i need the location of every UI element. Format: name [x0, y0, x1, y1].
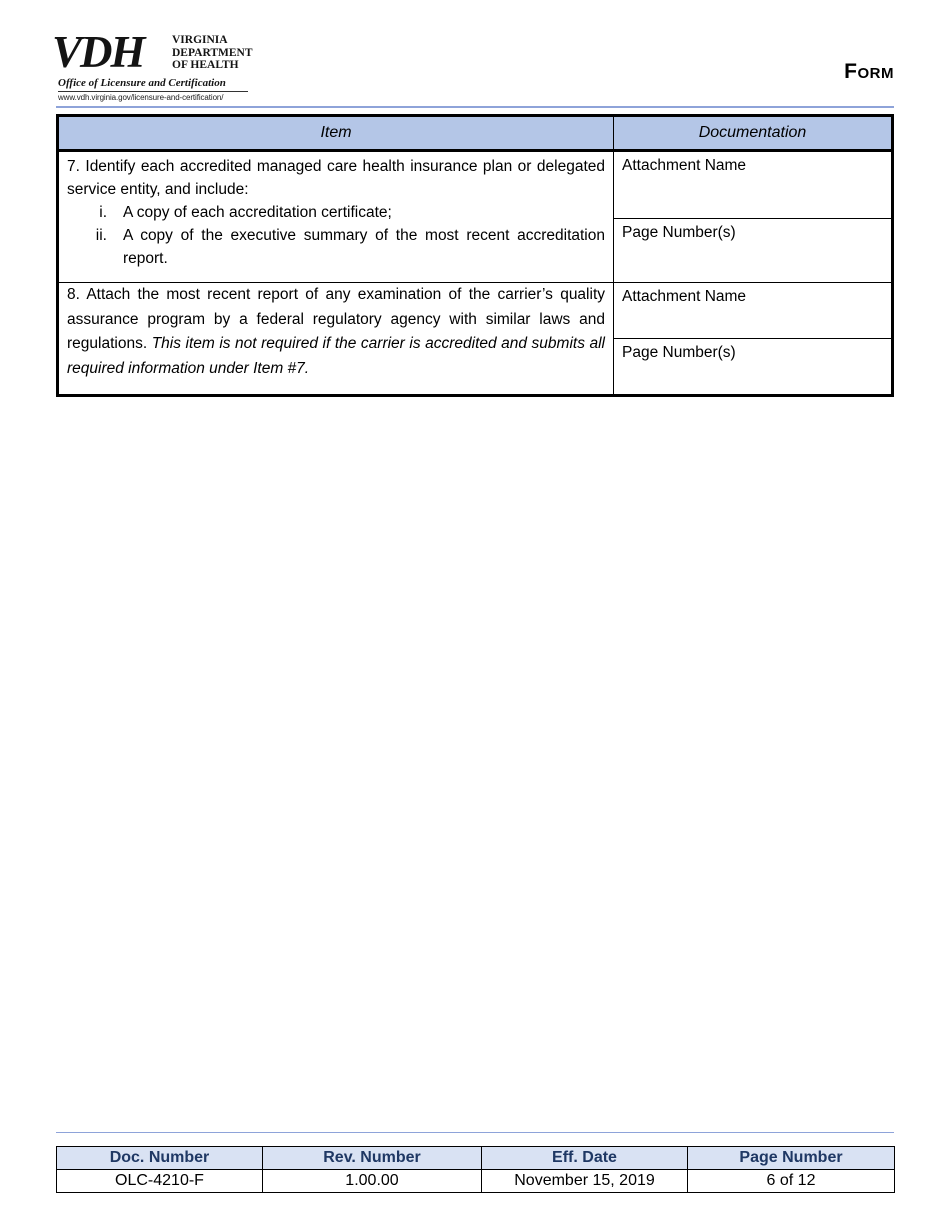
documentation-table	[56, 114, 894, 397]
item-8-page-numbers-field[interactable]: Page Number(s)	[622, 344, 736, 361]
logo-divider	[58, 91, 248, 92]
table-row-item-7	[59, 152, 891, 283]
subitem-number: i.	[99, 204, 107, 221]
footer-value-row	[57, 1170, 895, 1193]
header-divider	[56, 106, 894, 108]
item-8-note: This item is not required if the carrier is accredited and submits all required information under Item #7.	[67, 335, 606, 377]
eff-date-value: November 15, 2019	[482, 1170, 688, 1193]
table-row-item-8	[59, 283, 891, 394]
page-number-label: Page Number	[688, 1147, 895, 1170]
logo-dept-line-2: DEPARTMENT	[172, 46, 253, 59]
item-8-attachment-name-field[interactable]: Attachment Name	[614, 283, 891, 339]
form-title: Form	[844, 60, 894, 83]
logo-letters: VDH	[52, 27, 144, 77]
doc-number-value: OLC-4210-F	[57, 1170, 263, 1193]
subitem-text: A copy of each accreditation certificate;	[123, 204, 392, 221]
item-8-main-text: 8. Attach the most recent report of any examination of the carrier’s quality assurance program by a federal regulatory agency with similar laws and regulations.	[67, 286, 605, 352]
item-8-text	[59, 283, 614, 394]
item-7-page-numbers-field[interactable]: Page Number(s)	[622, 224, 736, 241]
item-column-header: Item	[59, 117, 614, 149]
documentation-column-header: Documentation	[698, 124, 807, 141]
item-7-attachment-name-field[interactable]: Attachment Name	[614, 152, 891, 219]
subitem-text: A copy of the executive summary of the most recent accreditation report.	[123, 227, 605, 267]
logo-dept-line-3: OF HEALTH	[172, 59, 239, 71]
table-header-row	[59, 117, 891, 152]
footer-header-row	[57, 1147, 895, 1170]
item-7-subitem-ii	[67, 224, 605, 270]
item-7-text	[59, 152, 614, 282]
item-8-documentation	[614, 283, 891, 394]
footer-divider	[56, 1132, 894, 1133]
document-info-table	[56, 1146, 895, 1193]
logo-dept-line-1: VIRGINIA	[172, 34, 228, 46]
page-number-value: 6 of 12	[688, 1170, 895, 1193]
rev-number-label: Rev. Number	[263, 1147, 482, 1170]
eff-date-label: Eff. Date	[482, 1147, 688, 1170]
logo-url: www.vdh.virginia.gov/licensure-and-certification/	[58, 93, 224, 102]
doc-number-label: Doc. Number	[57, 1147, 263, 1170]
rev-number-value: 1.00.00	[263, 1170, 482, 1193]
vdh-logo	[52, 27, 253, 104]
item-7-subitem-i	[67, 201, 605, 224]
subitem-number: ii.	[95, 227, 107, 244]
logo-department-name	[172, 34, 253, 72]
item-7-intro: 7. Identify each accredited managed care health insurance plan or delegated service entity, and include:	[67, 158, 605, 198]
logo-office-name: Office of Licensure and Certification	[58, 77, 226, 89]
item-7-documentation	[614, 152, 891, 282]
